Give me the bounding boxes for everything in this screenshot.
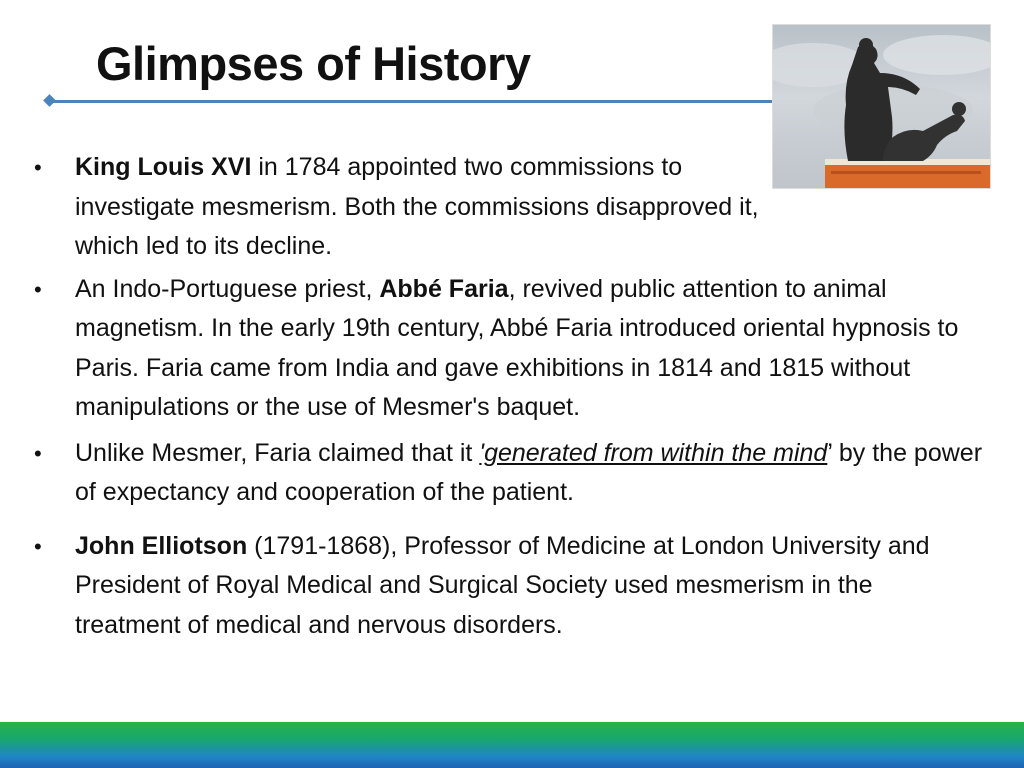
bullet-glyph: •: [34, 533, 42, 559]
bullet-list: [34, 148, 984, 645]
title-underline: [50, 100, 790, 103]
bullet-text-suffix: ’ by the power of expectancy and cooperation of the patient.: [75, 438, 983, 506]
bullet-text: in 1784 appointed two commissions to investigate mesmerism. Both the commissions disapproved it, which led to its decline.: [75, 153, 759, 260]
bullet-text: (1791-1868), Professor of Medicine at London University and President of Royal Medical and Surgical Society used mesmerism in the treatment of medical and nervous disorders.: [75, 531, 930, 639]
bullet-glyph: •: [34, 276, 42, 302]
title-underline-diamond: [43, 94, 56, 107]
bullet-item-faria-claim: [34, 434, 984, 513]
bullet-bold-lead: King Louis XVI: [75, 153, 252, 181]
bullet-bold-name: Abbé Faria: [379, 274, 509, 303]
bullet-item-louis-xvi: [34, 148, 765, 267]
bullet-item-elliotson: [34, 527, 984, 646]
bullet-glyph: •: [34, 155, 42, 180]
bullet-text-prefix: Unlike Mesmer, Faria claimed that it: [75, 438, 480, 467]
bullet-text-suffix: , revived public attention to animal magnetism. In the early 19th century, Abbé Faria introduced oriental hypnosis to Paris. Faria came from India and gave exhibitions in 1814 and 1815 without manipulations or the use of Mesmer's baquet.: [75, 274, 959, 421]
bullet-glyph: •: [34, 440, 42, 466]
bullet-quote: 'generated from within the mind: [479, 438, 828, 467]
bullet-text-prefix: An Indo-Portuguese priest,: [75, 274, 380, 303]
footer-gradient-band: [0, 722, 1024, 768]
bullet-item-abbe-faria: [34, 270, 984, 428]
bullet-bold-lead: John Elliotson: [75, 531, 248, 560]
slide-title: Glimpses of History: [96, 37, 531, 90]
